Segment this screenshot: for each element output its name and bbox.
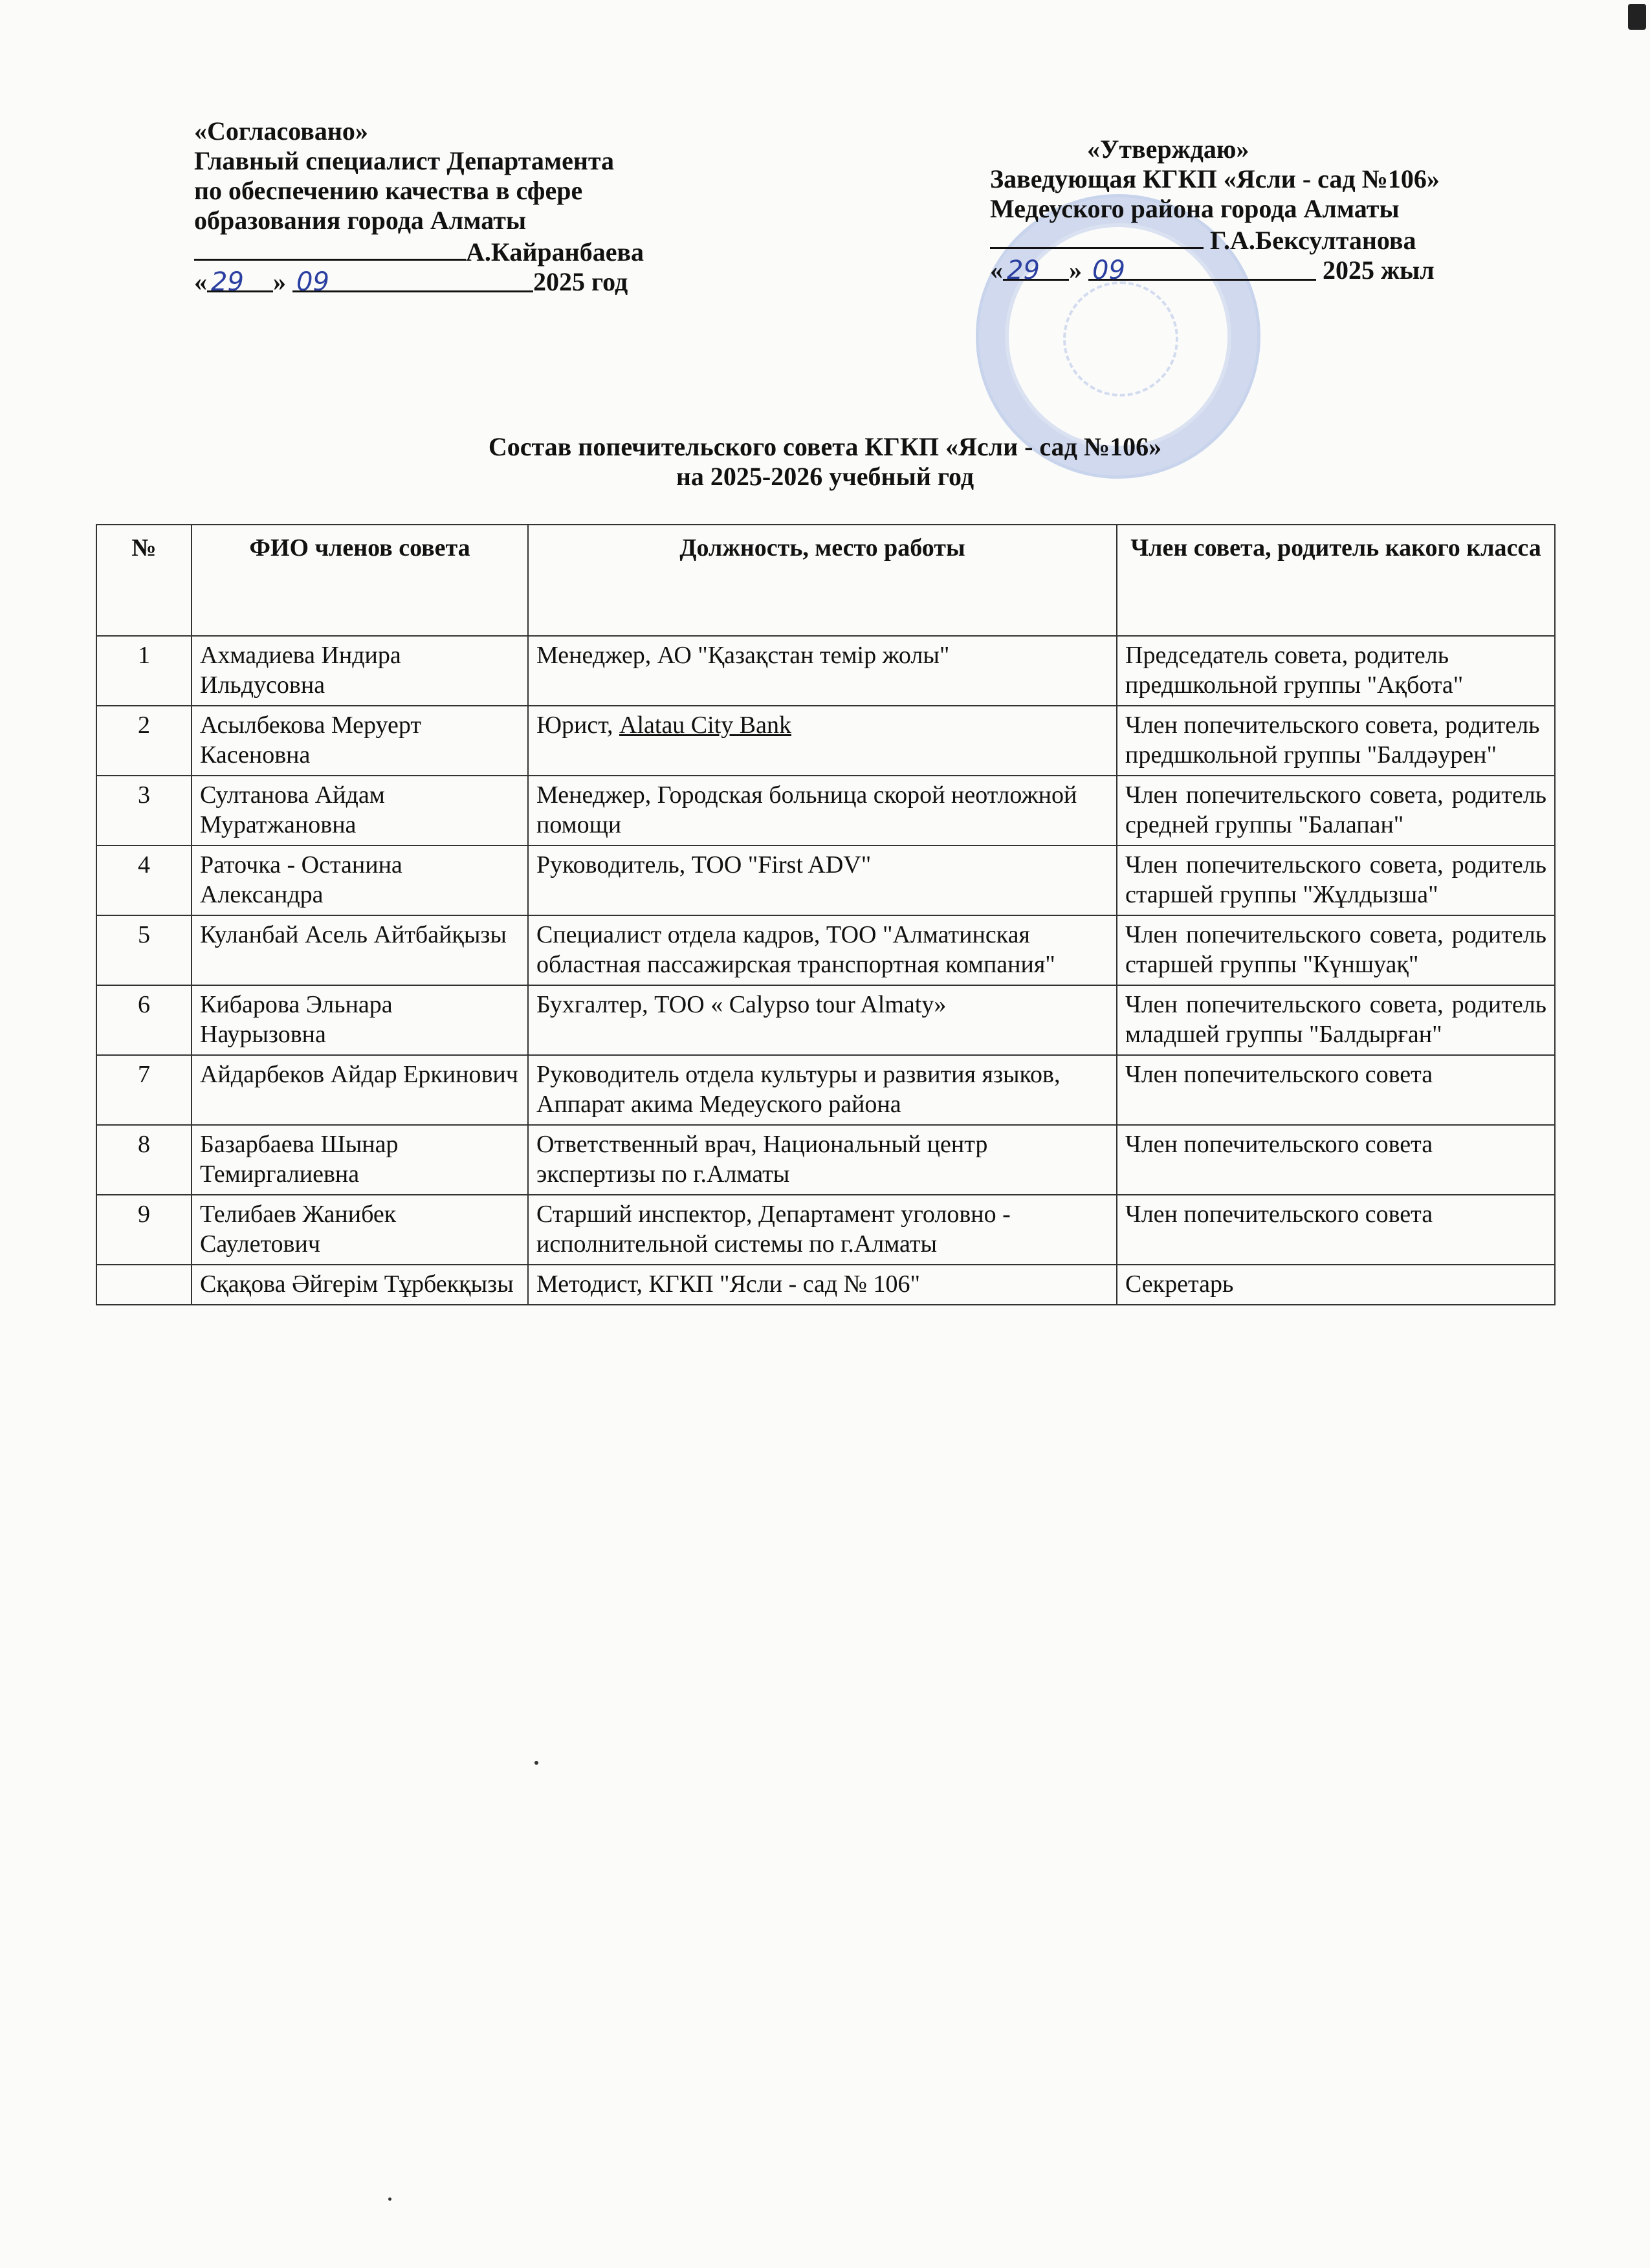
table-row (96, 915, 1555, 985)
agreed-date-open: « (194, 267, 207, 296)
row-role: Член попечительского совета (1117, 1125, 1555, 1195)
agreed-line-1: Главный специалист Департамента (194, 146, 615, 175)
approve-line-1: Заведующая КГКП «Ясли - сад №106» (990, 164, 1440, 193)
agreed-title: «Согласовано» (194, 116, 368, 146)
table-header-row (96, 525, 1555, 636)
row-role: Член попечительского совета, родитель старшей группы "Күншуақ" (1117, 915, 1555, 985)
row-role: Секретарь (1117, 1265, 1555, 1305)
scan-edge-mark (1628, 4, 1646, 30)
row-role: Член попечительского совета (1117, 1195, 1555, 1265)
scan-speck (534, 1761, 538, 1765)
row-number: 9 (96, 1195, 192, 1265)
row-role: Член попечительского совета, родитель средней группы "Балапан" (1117, 776, 1555, 845)
row-name: Раточка - Останина Александра (192, 845, 528, 915)
table-row (96, 1265, 1555, 1305)
table-row (96, 776, 1555, 845)
table-row (96, 1125, 1555, 1195)
row-position: Менеджер, АО "Қазақстан темір жолы" (528, 636, 1117, 706)
approve-date-month: 09 (1088, 256, 1316, 281)
agreed-date-line (194, 267, 776, 297)
row-name: Султанова Айдам Муратжановна (192, 776, 528, 845)
agreed-signature-line (194, 235, 776, 267)
row-name: Базарбаева Шынар Темиргалиевна (192, 1125, 528, 1195)
document-title (0, 432, 1650, 492)
table-row (96, 845, 1555, 915)
title-line-2: на 2025-2026 учебный год (676, 462, 974, 491)
row-role: Председатель совета, родитель предшкольной группы "Ақбота" (1117, 636, 1555, 706)
row-role: Член попечительского совета, родитель младшей группы "Балдырған" (1117, 985, 1555, 1055)
approve-signature-line (990, 224, 1611, 256)
members-table (96, 524, 1556, 1305)
agreed-date-close: » (273, 267, 286, 296)
approve-signature-blank (990, 224, 1204, 249)
row-number: 5 (96, 915, 192, 985)
approve-date-day: 29 (1003, 256, 1069, 281)
row-number: 3 (96, 776, 192, 845)
table-row (96, 1055, 1555, 1125)
approve-date-close: » (1069, 256, 1082, 285)
table-row (96, 985, 1555, 1055)
row-number: 8 (96, 1125, 192, 1195)
row-role: Член попечительского совета, родитель старшей группы "Жұлдызша" (1117, 845, 1555, 915)
row-number: 1 (96, 636, 192, 706)
row-number: 7 (96, 1055, 192, 1125)
approve-date-year: 2025 жыл (1323, 256, 1435, 285)
row-position: Старший инспектор, Департамент уголовно - исполнительной системы по г.Алматы (528, 1195, 1117, 1265)
row-role: Член попечительского совета, родитель предшкольной группы "Балдәурен" (1117, 706, 1555, 776)
row-position: Специалист отдела кадров, ТОО "Алматинская областная пассажирская транспортная компания" (528, 915, 1117, 985)
row-number: 6 (96, 985, 192, 1055)
agreed-line-3: образования города Алматы (194, 206, 527, 235)
row-name: Кибарова Эльнара Наурызовна (192, 985, 528, 1055)
approve-signature-name: Г.А.Бексултанова (1210, 226, 1416, 255)
row-position: Бухгалтер, ТОО « Calypso tour Almaty» (528, 985, 1117, 1055)
title-line-1: Состав попечительского совета КГКП «Ясли - сад №106» (488, 432, 1162, 461)
approve-date-open: « (990, 256, 1003, 285)
table-row (96, 636, 1555, 706)
row-name: Сқақова Әйгерім Тұрбекқызы (192, 1265, 528, 1305)
approve-date-line (990, 256, 1611, 285)
header-position: Должность, место работы (528, 525, 1117, 636)
row-role: Член попечительского совета (1117, 1055, 1555, 1125)
agreed-date-month: 09 (292, 267, 533, 292)
row-number: 4 (96, 845, 192, 915)
row-position: Ответственный врач, Национальный центр экспертизы по г.Алматы (528, 1125, 1117, 1195)
agreed-signature-name: А.Кайранбаева (466, 237, 644, 267)
row-position: Руководитель, ТОО "First ADV" (528, 845, 1117, 915)
row-position-prefix: Юрист, (536, 712, 620, 739)
approve-line-2: Медеуского района города Алматы (990, 194, 1400, 223)
header-number: № (96, 525, 192, 636)
row-position: Руководитель отдела культуры и развития языков, Аппарат акима Медеуского района (528, 1055, 1117, 1125)
header-role: Член совета, родитель какого класса (1117, 525, 1555, 636)
stamp-emblem (1063, 281, 1178, 397)
approve-title: «Утверждаю» (1087, 135, 1249, 164)
bank-link[interactable]: Alatau City Bank (619, 712, 791, 739)
agreed-date-year: 2025 год (533, 267, 628, 296)
table-row (96, 1195, 1555, 1265)
row-number: 2 (96, 706, 192, 776)
row-name: Телибаев Жанибек Саулетович (192, 1195, 528, 1265)
row-name: Айдарбеков Айдар Еркинович (192, 1055, 528, 1125)
agreed-signature-blank (194, 235, 466, 261)
row-name: Асылбекова Меруерт Касеновна (192, 706, 528, 776)
row-position (528, 706, 1117, 776)
header-name: ФИО членов совета (192, 525, 528, 636)
scan-speck (388, 2197, 391, 2201)
row-name: Ахмадиева Индира Ильдусовна (192, 636, 528, 706)
row-name: Куланбай Асель Айтбайқызы (192, 915, 528, 985)
agreed-line-2: по обеспечению качества в сфере (194, 176, 583, 205)
row-position: Методист, КГКП "Ясли - сад № 106" (528, 1265, 1117, 1305)
row-number (96, 1265, 192, 1305)
agreed-block (194, 116, 776, 297)
agreed-date-day: 29 (207, 267, 273, 292)
row-position: Менеджер, Городская больница скорой неотложной помощи (528, 776, 1117, 845)
table-row (96, 706, 1555, 776)
approve-block (990, 135, 1611, 285)
